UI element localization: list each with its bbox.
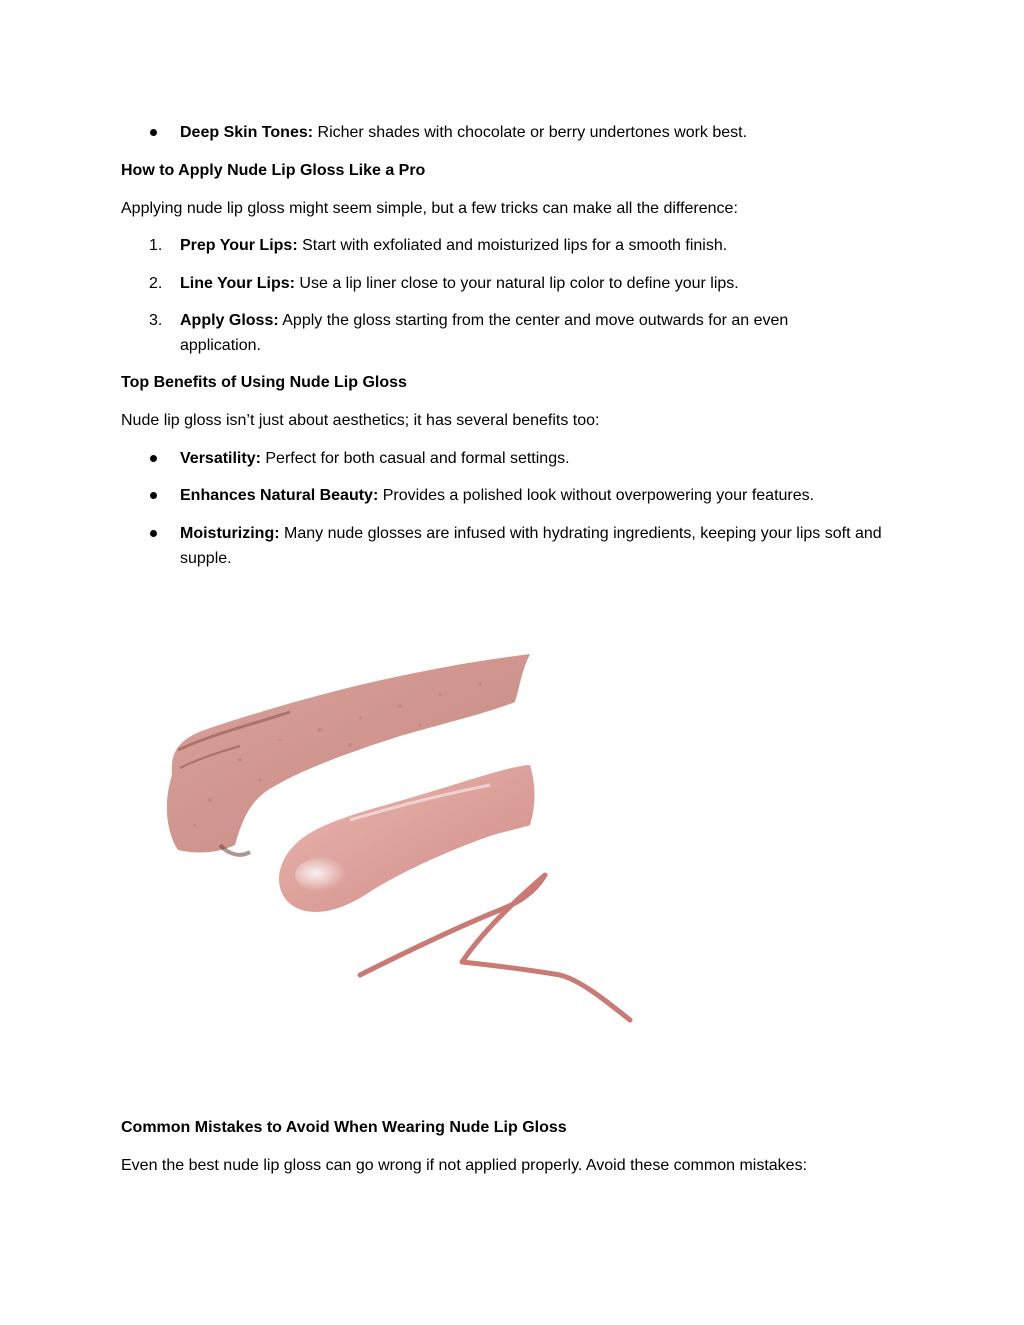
bullet-icon [150, 455, 157, 462]
item-label: Deep Skin Tones: [180, 124, 314, 141]
step-number: 3. [149, 312, 163, 329]
benefit-item [121, 521, 901, 571]
step-text: Apply the gloss starting from the center and move outwards for an even application. [180, 312, 789, 354]
lip-swatch-illustration [150, 640, 670, 1040]
bullet-icon [150, 129, 157, 136]
benefit-item [121, 483, 901, 508]
item-text: Perfect for both casual and formal settings. [260, 450, 570, 467]
step-number: 2. [149, 275, 163, 292]
step-label: Apply Gloss: [180, 312, 279, 329]
item-text: Provides a polished look without overpowering your features. [378, 487, 815, 504]
step-item [121, 308, 901, 358]
step-item [121, 233, 901, 258]
step-label: Line Your Lips: [180, 275, 295, 292]
mistakes-heading: Common Mistakes to Avoid When Wearing Nude Lip Gloss [121, 1119, 567, 1136]
step-label: Prep Your Lips: [180, 237, 298, 254]
step-text: Use a lip liner close to your natural lip color to define your lips. [294, 275, 739, 292]
benefits-intro: Nude lip gloss isn’t just about aesthetics; it has several benefits too: [121, 412, 600, 429]
step-number: 1. [149, 237, 163, 254]
step-text: Start with exfoliated and moisturized lips for a smooth finish. [297, 237, 728, 254]
benefits-heading: Top Benefits of Using Nude Lip Gloss [121, 374, 407, 391]
apply-intro: Applying nude lip gloss might seem simple, but a few tricks can make all the difference: [121, 200, 738, 217]
liner-swatch [360, 875, 630, 1020]
skin-tone-item [121, 120, 901, 145]
item-text: Richer shades with chocolate or berry undertones work best. [313, 124, 748, 141]
item-label: Moisturizing: [180, 525, 280, 542]
benefit-item [121, 446, 901, 471]
item-label: Versatility: [180, 450, 261, 467]
mistakes-intro: Even the best nude lip gloss can go wrong if not applied properly. Avoid these common mistakes: [121, 1157, 808, 1174]
step-item [121, 271, 901, 296]
gloss-swatch [279, 765, 535, 912]
item-label: Enhances Natural Beauty: [180, 487, 379, 504]
item-text: Many nude glosses are infused with hydrating ingredients, keeping your lips soft and supple. [180, 525, 882, 567]
apply-heading: How to Apply Nude Lip Gloss Like a Pro [121, 162, 426, 179]
bullet-icon [150, 530, 157, 537]
bullet-icon [150, 492, 157, 499]
